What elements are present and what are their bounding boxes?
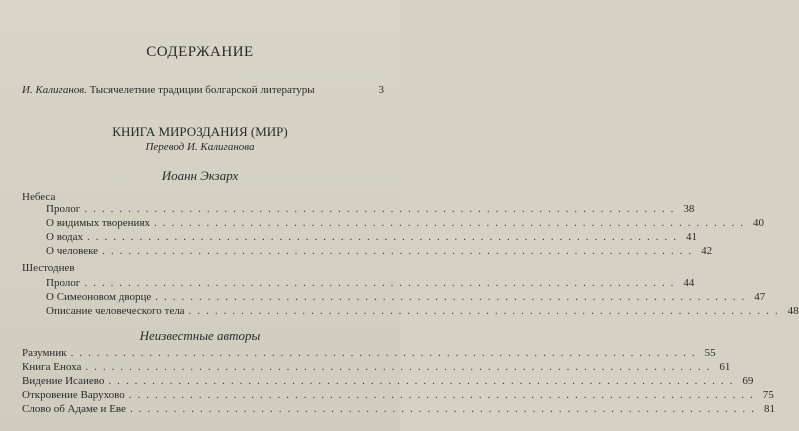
leader-dots: ....................................................................: [84, 203, 680, 215]
toc-entry-label: Пролог: [46, 277, 81, 289]
section-heading-nebesa: Небеса: [22, 191, 56, 203]
leader-dots: ....................................................................: [102, 245, 698, 257]
toc-entry: [46, 245, 713, 259]
toc-entry: [46, 231, 697, 245]
leader-dots: ....................................................................: [155, 291, 751, 303]
leader-dots: ........................................................................: [128, 389, 759, 401]
toc-entry-label: О Симеоновом дворце: [46, 291, 152, 303]
intro-text: [22, 84, 315, 96]
toc-entry-page: 44: [683, 277, 695, 289]
toc-entry-label: Откровение Варухово: [22, 389, 125, 401]
toc-entry-page: 40: [753, 217, 765, 229]
leader-dots: ....................................................................: [188, 305, 784, 317]
toc-entry-label: Разумник: [22, 347, 67, 359]
toc-entry: [22, 361, 731, 375]
leader-dots: ........................................................................: [108, 375, 739, 387]
toc-entry-label: Слово об Адаме и Еве: [22, 403, 126, 415]
toc-entry-label: Описание человеческого тела: [46, 305, 185, 317]
intro-title: Тысячелетние традиции болгарской литературы: [89, 84, 315, 96]
toc-entry-label: О водах: [46, 231, 83, 243]
toc-entry-label: О человеке: [46, 245, 99, 257]
book-translator: Перевод И. Калиганова: [145, 141, 255, 153]
toc-entry-label: О видимых творениях: [46, 217, 151, 229]
toc-entry: [46, 203, 695, 217]
toc-entry-page: 81: [763, 403, 775, 415]
toc-entry-page: 75: [762, 389, 774, 401]
leader-dots: ....................................................................: [84, 277, 680, 289]
toc-entry: [22, 347, 716, 361]
toc-entry-page: 41: [685, 231, 697, 243]
intro-author: И. Калиганов.: [22, 84, 87, 96]
toc-entry-page: 38: [683, 203, 695, 215]
toc-entry: [46, 291, 766, 305]
toc-entry-page: 48: [787, 305, 799, 317]
toc-entry-label: Видение Исаиево: [22, 375, 105, 387]
intro-entry: [22, 84, 384, 96]
toc-entry: [46, 217, 765, 231]
leader-dots: ........................................................................: [85, 361, 716, 373]
toc-entry-label: Книга Еноха: [22, 361, 82, 373]
contents-title: СОДЕРЖАНИЕ: [146, 44, 254, 60]
author-heading-ioann: Иоанн Экзарх: [161, 168, 239, 183]
leader-dots: ....................................................................: [86, 231, 682, 243]
intro-page-number: 3: [378, 84, 384, 96]
leader-dots: ....................................................................: [154, 217, 750, 229]
toc-entry-page: 47: [754, 291, 766, 303]
author-heading-unknown: Неизвестные авторы: [139, 328, 261, 343]
toc-entry: [22, 375, 754, 389]
leader-dots: ........................................................................: [129, 403, 760, 415]
book-title: КНИГА МИРОЗДАНИЯ (МИР): [112, 124, 288, 139]
section-heading-shestodnev: Шестоднев: [22, 262, 75, 274]
toc-entry: [22, 403, 775, 417]
toc-entry: [46, 305, 799, 319]
toc-entry-label: Пролог: [46, 203, 81, 215]
toc-entry-page: 69: [742, 375, 754, 387]
toc-entry: [22, 389, 774, 403]
toc-entry-page: 42: [701, 245, 713, 257]
leader-dots: ........................................................................: [70, 347, 701, 359]
toc-entry-page: 61: [719, 361, 731, 373]
toc-entry-page: 55: [704, 347, 716, 359]
toc-entry: [46, 277, 695, 291]
